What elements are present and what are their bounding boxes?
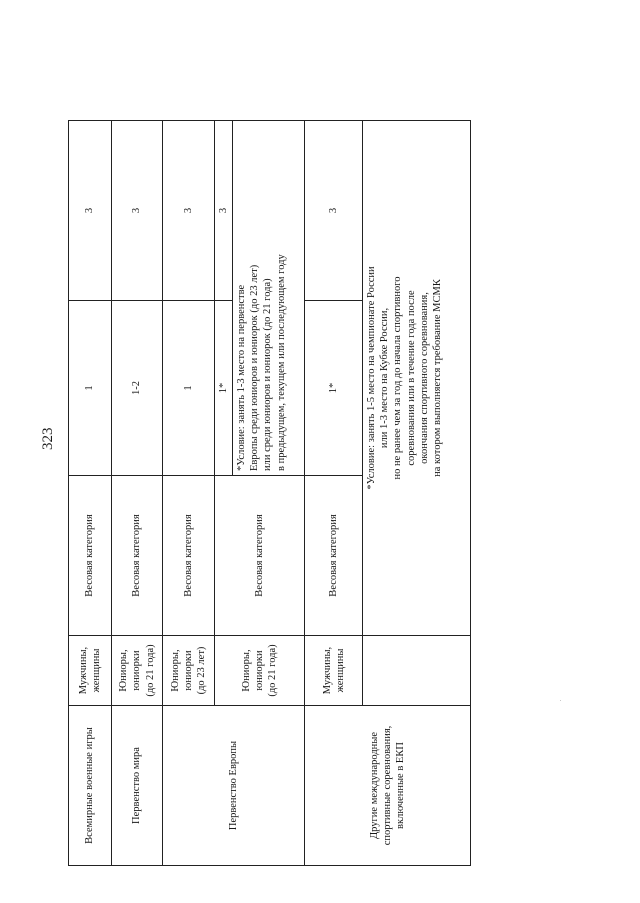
page-number: 323 bbox=[40, 427, 56, 450]
value-cell: 3 bbox=[215, 121, 233, 301]
place-cell: 1* bbox=[305, 301, 363, 476]
place-cell: 1-2 bbox=[112, 301, 163, 476]
discipline-cell: Весовая категория bbox=[112, 476, 163, 636]
discipline-cell: Весовая категория bbox=[305, 476, 363, 636]
value-cell: 3 bbox=[112, 121, 163, 301]
value-cell: 3 bbox=[305, 121, 363, 301]
competition-cell: Первенство мира bbox=[112, 706, 163, 866]
sports-qualification-table bbox=[68, 120, 471, 866]
place-cell: 1 bbox=[163, 301, 215, 476]
place-cell: 1 bbox=[69, 301, 112, 476]
condition-cell: *Условие: занять 1-5 место на чемпионате России или 1-3 место на Кубке России, но не ранее чем за год до начала спортивного соревнования или в течение года после окончания спортивного соревнования, на котором выполняется требование МСМК bbox=[363, 121, 471, 636]
table-row bbox=[305, 121, 363, 866]
condition-cell: *Условие: занять 1-3 место на первенстве Европы среди юниоров и юниорок (до 23 лет) или среди юниоров и юниорок (до 21 года) в предыдущем, текущем или последующем году bbox=[233, 121, 305, 476]
competition-cell: Всемирные военные игры bbox=[69, 706, 112, 866]
competition-cell: Первенство Европы bbox=[163, 706, 305, 866]
discipline-cell: Весовая категория bbox=[69, 476, 112, 636]
value-cell: 3 bbox=[163, 121, 215, 301]
discipline-cell: Весовая категория bbox=[215, 476, 305, 636]
discipline-cell: Весовая категория bbox=[163, 476, 215, 636]
competition-cell: Другие международные спортивные соревнования, включенные в ЕКП bbox=[305, 706, 471, 866]
place-cell: 1* bbox=[215, 301, 233, 476]
scan-speck bbox=[560, 700, 561, 701]
group-cell: Юниоры, юниорки (до 21 года) bbox=[215, 636, 305, 706]
value-cell: 3 bbox=[69, 121, 112, 301]
table-row bbox=[69, 121, 112, 866]
table-row bbox=[112, 121, 163, 866]
group-cell bbox=[363, 636, 471, 706]
rotated-table-container bbox=[68, 121, 470, 866]
table-row bbox=[163, 121, 215, 866]
group-cell: Юниоры, юниорки (до 21 года) bbox=[112, 636, 163, 706]
group-cell: Мужчины, женщины bbox=[305, 636, 363, 706]
group-cell: Мужчины, женщины bbox=[69, 636, 112, 706]
group-cell: Юниоры, юниорки (до 23 лет) bbox=[163, 636, 215, 706]
